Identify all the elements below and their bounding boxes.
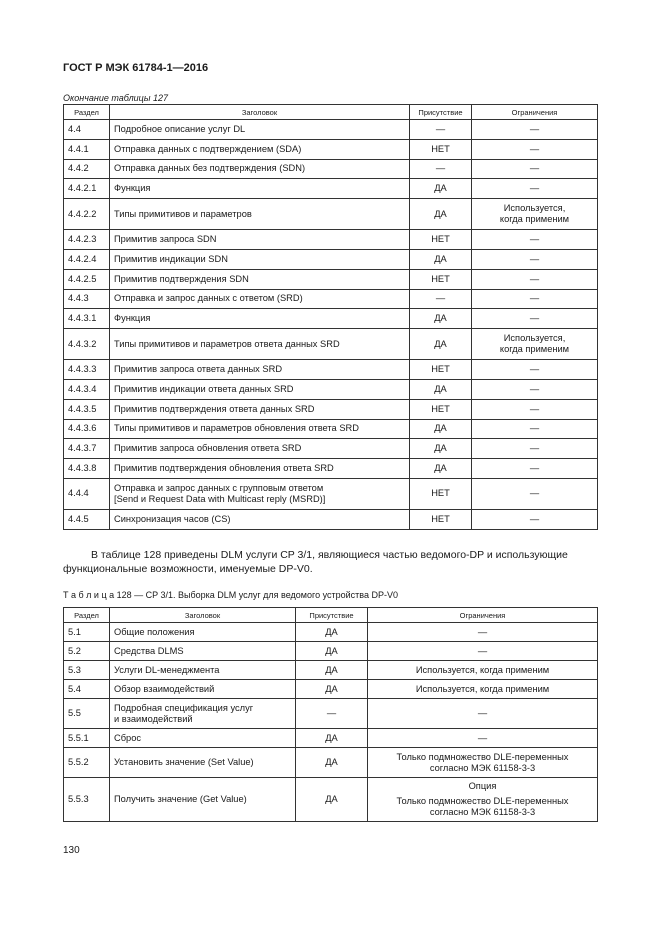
cell-presence: — <box>296 699 368 729</box>
cell-title <box>110 478 410 509</box>
cell-presence: НЕТ <box>410 269 472 289</box>
cell-section: 4.4.3.4 <box>64 379 110 399</box>
cell-title <box>110 680 296 699</box>
cell-limits-text: — <box>529 273 540 284</box>
cell-section: 4.4.2 <box>64 159 110 179</box>
table-row <box>64 309 598 329</box>
column-header-section: Раздел <box>64 608 110 623</box>
column-header-title: Заголовок <box>110 608 296 623</box>
cell-title-text: Отправка и запрос данных с ответом (SRD) <box>114 293 303 304</box>
paragraph-text: В таблице 128 приведены DLM услуги CP 3/1, являющиеся частью ведомого-DP и использующие функциональные возможности, именуемые DP-V0. <box>63 549 568 575</box>
cell-section: 4.4.3.5 <box>64 399 110 419</box>
cell-presence: ДА <box>296 748 368 778</box>
cell-limits <box>472 509 598 529</box>
cell-limits-text: — <box>477 626 488 637</box>
table-row <box>64 399 598 419</box>
cell-limits <box>368 729 598 748</box>
cell-limits <box>472 230 598 250</box>
cell-section: 5.5 <box>64 699 110 729</box>
column-header-limits: Ограничения <box>472 105 598 120</box>
cell-limits-text: Используется, когда применим <box>415 683 550 694</box>
cell-presence: ДА <box>296 642 368 661</box>
cell-limits-text: Используется, когда применим <box>415 664 550 675</box>
cell-presence: ДА <box>410 419 472 439</box>
cell-title-text: Типы примитивов и параметров ответа данных SRD <box>114 338 340 349</box>
cell-title <box>110 661 296 680</box>
cell-title-text: Подробное описание услуг DL <box>114 123 246 134</box>
cell-title <box>110 269 410 289</box>
cell-title-text: Средства DLMS <box>114 645 184 656</box>
cell-section: 4.4.3.7 <box>64 439 110 459</box>
cell-section: 5.1 <box>64 623 110 642</box>
cell-limits-option: Опция <box>468 781 497 791</box>
cell-title-text: Получить значение (Get Value) <box>114 794 247 804</box>
cell-title-text: Примитив индикации SDN <box>114 253 228 264</box>
cell-title <box>110 642 296 661</box>
cell-section: 4.4.2.4 <box>64 249 110 269</box>
cell-limits-text: — <box>529 513 540 524</box>
table-row <box>64 139 598 159</box>
cell-presence: ДА <box>410 199 472 230</box>
table-row <box>64 748 598 778</box>
cell-limits-text: — <box>529 443 540 454</box>
cell-limits <box>472 439 598 459</box>
cell-limits <box>472 360 598 380</box>
table-128 <box>63 607 598 822</box>
cell-section: 4.4 <box>64 120 110 140</box>
cell-limits-text: — <box>477 708 488 718</box>
table-row <box>64 478 598 509</box>
cell-limits <box>472 309 598 329</box>
cell-presence: ДА <box>410 329 472 360</box>
cell-title <box>110 289 410 309</box>
cell-limits-text-line2: когда применим <box>499 214 570 225</box>
column-header-limits: Ограничения <box>368 608 598 623</box>
cell-presence: ДА <box>410 379 472 399</box>
cell-presence: ДА <box>296 623 368 642</box>
cell-title <box>110 623 296 642</box>
cell-title-text: Услуги DL-менеджмента <box>114 664 220 675</box>
cell-limits <box>472 269 598 289</box>
cell-title-text: Отправка и запрос данных с групповым ответом <box>114 482 324 493</box>
cell-limits <box>472 249 598 269</box>
table-row <box>64 778 598 822</box>
cell-section: 4.4.5 <box>64 509 110 529</box>
cell-limits <box>472 159 598 179</box>
table-row <box>64 289 598 309</box>
cell-limits <box>472 179 598 199</box>
table-row <box>64 249 598 269</box>
cell-limits <box>368 642 598 661</box>
cell-title-text: Типы примитивов и параметров <box>114 208 252 219</box>
cell-title <box>110 120 410 140</box>
cell-limits-text: — <box>529 234 540 245</box>
cell-presence: — <box>410 159 472 179</box>
cell-title-text: Функция <box>114 183 151 194</box>
cell-title-text: Примитив запроса ответа данных SRD <box>114 364 283 375</box>
table-row <box>64 680 598 699</box>
cell-title <box>110 459 410 479</box>
column-header-section: Раздел <box>64 105 110 120</box>
cell-limits-text: — <box>529 183 540 194</box>
cell-section: 4.4.4 <box>64 478 110 509</box>
cell-title-text: Функция <box>114 313 151 324</box>
cell-presence: — <box>410 289 472 309</box>
cell-presence: ДА <box>410 459 472 479</box>
table-row <box>64 120 598 140</box>
cell-presence: ДА <box>410 439 472 459</box>
cell-limits-text: — <box>529 423 540 434</box>
cell-limits-text-line2: согласно МЭК 61158-3-3 <box>429 807 536 817</box>
cell-title <box>110 439 410 459</box>
cell-section: 4.4.3 <box>64 289 110 309</box>
cell-limits <box>472 199 598 230</box>
cell-limits <box>472 329 598 360</box>
cell-limits-text-line2: когда применим <box>499 344 570 355</box>
cell-limits <box>368 699 598 729</box>
cell-section: 4.4.3.3 <box>64 360 110 380</box>
cell-limits-text: — <box>529 123 540 134</box>
cell-presence: ДА <box>296 680 368 699</box>
cell-section: 4.4.2.5 <box>64 269 110 289</box>
cell-presence: ДА <box>296 778 368 822</box>
cell-presence: НЕТ <box>410 139 472 159</box>
table-row <box>64 230 598 250</box>
column-header-presence: Присутствие <box>410 105 472 120</box>
cell-title-text: Типы примитивов и параметров обновления ответа SRD <box>114 423 359 434</box>
cell-limits <box>368 680 598 699</box>
cell-limits <box>368 778 598 822</box>
cell-section: 4.4.3.2 <box>64 329 110 360</box>
cell-title-text: Примитив запроса SDN <box>114 234 217 245</box>
cell-title-text: Обзор взаимодействий <box>114 683 215 694</box>
cell-title <box>110 309 410 329</box>
cell-limits <box>472 139 598 159</box>
cell-title <box>110 360 410 380</box>
cell-presence: ДА <box>410 249 472 269</box>
cell-title <box>110 159 410 179</box>
table-row <box>64 360 598 380</box>
table-row <box>64 623 598 642</box>
page-number: 130 <box>63 845 80 856</box>
cell-limits-text: — <box>529 403 540 414</box>
cell-section: 5.4 <box>64 680 110 699</box>
table-header-row <box>64 608 598 623</box>
cell-title-text: Общие положения <box>114 626 195 637</box>
cell-section: 4.4.3.8 <box>64 459 110 479</box>
cell-section: 5.5.2 <box>64 748 110 778</box>
cell-section: 4.4.3.6 <box>64 419 110 439</box>
cell-presence: ДА <box>410 179 472 199</box>
cell-title <box>110 509 410 529</box>
cell-title <box>110 179 410 199</box>
table-row <box>64 459 598 479</box>
cell-limits-text: — <box>529 488 540 499</box>
cell-limits <box>472 399 598 419</box>
cell-section: 4.4.2.2 <box>64 199 110 230</box>
table-row <box>64 439 598 459</box>
table-127-caption: Окончание таблицы 127 <box>63 93 168 103</box>
cell-limits <box>368 661 598 680</box>
cell-title <box>110 230 410 250</box>
cell-section: 4.4.2.3 <box>64 230 110 250</box>
cell-title <box>110 419 410 439</box>
cell-section: 4.4.2.1 <box>64 179 110 199</box>
cell-limits <box>368 748 598 778</box>
table-127 <box>63 104 598 530</box>
table-row <box>64 379 598 399</box>
body-paragraph <box>63 548 599 576</box>
cell-title <box>110 249 410 269</box>
cell-limits-text: — <box>529 364 540 375</box>
table-row <box>64 699 598 729</box>
table-row <box>64 269 598 289</box>
cell-presence: НЕТ <box>410 230 472 250</box>
table-row <box>64 179 598 199</box>
cell-limits <box>368 623 598 642</box>
table-row <box>64 329 598 360</box>
cell-title <box>110 399 410 419</box>
table-row <box>64 642 598 661</box>
cell-presence: НЕТ <box>410 509 472 529</box>
cell-section: 5.3 <box>64 661 110 680</box>
cell-title-text: Примитив подтверждения SDN <box>114 273 249 284</box>
cell-presence: ДА <box>296 661 368 680</box>
cell-title <box>110 748 296 778</box>
cell-presence: НЕТ <box>410 360 472 380</box>
cell-title <box>110 729 296 748</box>
table-row <box>64 729 598 748</box>
cell-title <box>110 199 410 230</box>
cell-limits-text: — <box>529 463 540 474</box>
cell-title-text: Примитив запроса обновления ответа SRD <box>114 443 302 454</box>
cell-title <box>110 778 296 822</box>
cell-limits-text: — <box>529 143 540 154</box>
table-row <box>64 419 598 439</box>
cell-title <box>110 329 410 360</box>
cell-limits <box>472 379 598 399</box>
cell-presence: ДА <box>410 309 472 329</box>
cell-section: 4.4.3.1 <box>64 309 110 329</box>
cell-limits-text: Используется, <box>503 333 566 344</box>
cell-presence: НЕТ <box>410 478 472 509</box>
cell-limits-text: Только подмножество DLE-переменных <box>396 796 569 806</box>
column-header-presence: Присутствие <box>296 608 368 623</box>
cell-title-text-line2: и взаимодействий <box>114 713 193 724</box>
cell-presence: НЕТ <box>410 399 472 419</box>
cell-title-text: Отправка данных с подтверждением (SDA) <box>114 143 302 154</box>
cell-limits-text: Используется, <box>503 203 566 214</box>
cell-limits-text: — <box>529 293 540 304</box>
table-128-caption: Т а б л и ц а 128 — CP 3/1. Выборка DLM услуг для ведомого устройства DP-V0 <box>63 590 398 600</box>
cell-limits <box>472 120 598 140</box>
cell-section: 5.2 <box>64 642 110 661</box>
cell-limits-text: — <box>477 645 488 656</box>
cell-title <box>110 139 410 159</box>
cell-title-text: Синхронизация часов (CS) <box>114 513 231 524</box>
cell-title <box>110 379 410 399</box>
cell-title <box>110 699 296 729</box>
cell-title-text: Установить значение (Set Value) <box>114 757 254 767</box>
cell-title-text: Отправка данных без подтверждения (SDN) <box>114 163 306 174</box>
cell-title-text-line2: [Send и Request Data with Multicast reply (MSRD)] <box>114 493 326 504</box>
cell-title-text: Примитив подтверждения ответа данных SRD <box>114 403 315 414</box>
cell-title-text: Сброс <box>114 732 142 743</box>
column-header-title: Заголовок <box>110 105 410 120</box>
table-row <box>64 159 598 179</box>
cell-limits-text-line2: согласно МЭК 61158-3-3 <box>429 762 536 773</box>
cell-limits-text: — <box>477 732 488 743</box>
cell-limits-text: — <box>529 383 540 394</box>
table-row <box>64 661 598 680</box>
cell-section: 4.4.1 <box>64 139 110 159</box>
table-row <box>64 509 598 529</box>
cell-limits <box>472 419 598 439</box>
cell-presence: — <box>410 120 472 140</box>
cell-title-text: Подробная спецификация услуг <box>114 702 254 713</box>
cell-limits-text: — <box>529 253 540 264</box>
cell-limits-text: — <box>529 313 540 324</box>
cell-title-text: Примитив индикации ответа данных SRD <box>114 383 294 394</box>
table-row <box>64 199 598 230</box>
cell-section: 5.5.3 <box>64 778 110 822</box>
cell-section: 5.5.1 <box>64 729 110 748</box>
cell-presence: ДА <box>296 729 368 748</box>
cell-limits <box>472 459 598 479</box>
document-header: ГОСТ Р МЭК 61784-1—2016 <box>63 62 209 74</box>
table-header-row <box>64 105 598 120</box>
cell-limits <box>472 478 598 509</box>
cell-limits-text: — <box>529 163 540 174</box>
cell-title-text: Примитив подтверждения обновления ответа SRD <box>114 463 334 474</box>
cell-limits <box>472 289 598 309</box>
cell-limits-text: Только подмножество DLE-переменных <box>396 751 569 762</box>
